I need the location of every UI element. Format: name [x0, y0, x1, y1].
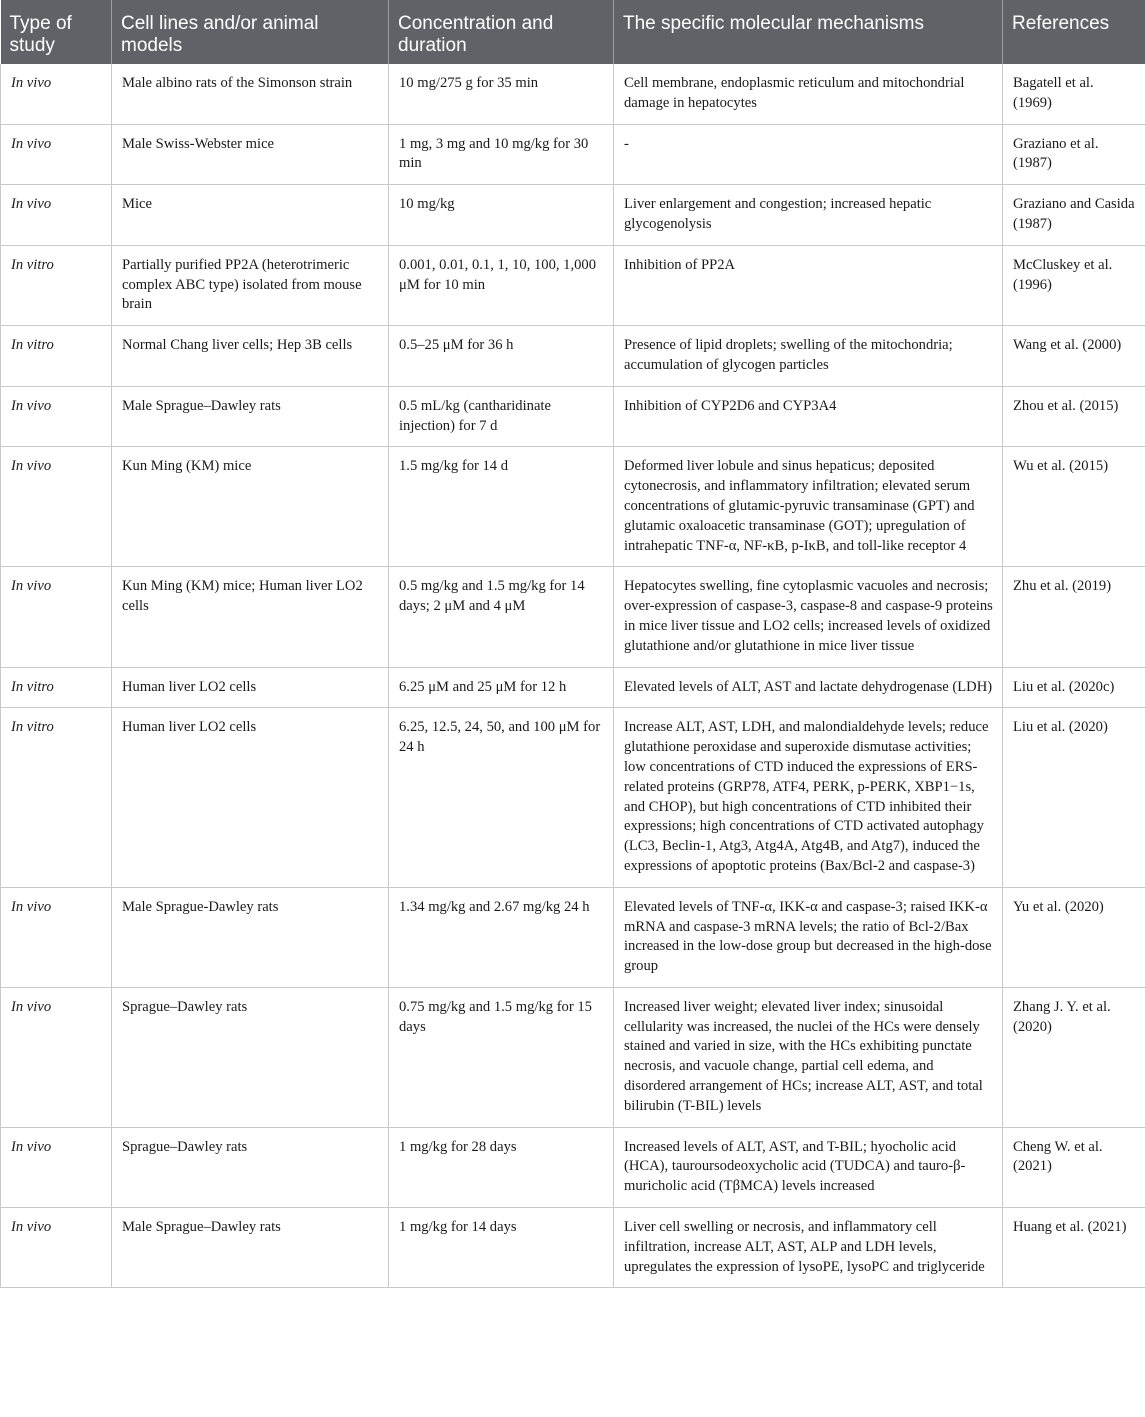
cell-models: Male Sprague–Dawley rats	[112, 386, 389, 447]
cell-type-of-study: In vivo	[1, 447, 112, 567]
cell-models: Sprague–Dawley rats	[112, 987, 389, 1127]
table-row	[1, 1208, 1145, 1288]
cell-references: Cheng W. et al. (2021)	[1003, 1127, 1145, 1207]
cell-mechanisms: -	[614, 124, 1003, 185]
cell-mechanisms: Liver cell swelling or necrosis, and inflammatory cell infiltration, increase ALT, AST, ALP and LDH levels, upregulates the expression of lysoPE, lysoPC and triglyceride	[614, 1208, 1003, 1288]
table-row	[1, 987, 1145, 1127]
cell-concentration: 1.34 mg/kg and 2.67 mg/kg 24 h	[389, 887, 614, 987]
header-models: Cell lines and/or animal models	[112, 0, 389, 64]
cell-references: Bagatell et al. (1969)	[1003, 64, 1145, 124]
cell-concentration: 0.5 mL/kg (cantharidinate injection) for 7 d	[389, 386, 614, 447]
cell-mechanisms: Increased liver weight; elevated liver index; sinusoidal cellularity was increased, the nuclei of the HCs were densely stained and varied in size, with the HCs exhibiting punctate necrosis, and vacuole change, partial cell edema, and disordered arrangement of HCs; increase ALT, AST, and total bilirubin (T-BIL) levels	[614, 987, 1003, 1127]
cell-mechanisms: Inhibition of PP2A	[614, 245, 1003, 325]
cell-references: Zhou et al. (2015)	[1003, 386, 1145, 447]
cell-concentration: 6.25, 12.5, 24, 50, and 100 μM for 24 h	[389, 708, 614, 887]
cell-type-of-study: In vivo	[1, 124, 112, 185]
cell-models: Kun Ming (KM) mice	[112, 447, 389, 567]
cell-concentration: 1 mg, 3 mg and 10 mg/kg for 30 min	[389, 124, 614, 185]
cell-models: Mice	[112, 185, 389, 246]
cell-models: Partially purified PP2A (heterotrimeric complex ABC type) isolated from mouse brain	[112, 245, 389, 325]
cell-type-of-study: In vivo	[1, 64, 112, 124]
cell-concentration: 0.5 mg/kg and 1.5 mg/kg for 14 days; 2 μM and 4 μM	[389, 567, 614, 667]
cell-concentration: 0.5–25 μM for 36 h	[389, 326, 614, 387]
table-body	[1, 64, 1145, 1288]
table-row	[1, 667, 1145, 708]
cell-type-of-study: In vitro	[1, 708, 112, 887]
cell-models: Male Swiss-Webster mice	[112, 124, 389, 185]
table-row	[1, 185, 1145, 246]
cell-concentration: 10 mg/kg	[389, 185, 614, 246]
cell-models: Male Sprague–Dawley rats	[112, 1208, 389, 1288]
cell-mechanisms: Increased levels of ALT, AST, and T-BIL; hyocholic acid (HCA), tauroursodeoxycholic acid (TUDCA) and tauro-β-muricholic acid (TβMCA) levels increased	[614, 1127, 1003, 1207]
header-references: References	[1003, 0, 1145, 64]
cell-concentration: 0.001, 0.01, 0.1, 1, 10, 100, 1,000 μM for 10 min	[389, 245, 614, 325]
table-row	[1, 1127, 1145, 1207]
cell-mechanisms: Cell membrane, endoplasmic reticulum and mitochondrial damage in hepatocytes	[614, 64, 1003, 124]
header-type-of-study: Type of study	[1, 0, 112, 64]
cell-concentration: 1 mg/kg for 14 days	[389, 1208, 614, 1288]
cell-references: Liu et al. (2020c)	[1003, 667, 1145, 708]
cell-references: Zhu et al. (2019)	[1003, 567, 1145, 667]
cell-models: Male albino rats of the Simonson strain	[112, 64, 389, 124]
cell-references: Huang et al. (2021)	[1003, 1208, 1145, 1288]
cell-type-of-study: In vivo	[1, 887, 112, 987]
cell-type-of-study: In vivo	[1, 185, 112, 246]
cell-type-of-study: In vitro	[1, 245, 112, 325]
table-row	[1, 64, 1145, 124]
cell-mechanisms: Presence of lipid droplets; swelling of the mitochondria; accumulation of glycogen particles	[614, 326, 1003, 387]
cell-mechanisms: Increase ALT, AST, LDH, and malondialdehyde levels; reduce glutathione peroxidase and superoxide dismutase activities; low concentrations of CTD induced the expressions of ERS-related proteins (GRP78, ATF4, PERK, p-PERK, XBP1−1s, and CHOP), but high concentrations of CTD inhibited their expressions; high concentrations of CTD activated autophagy (LC3, Beclin-1, Atg3, Atg4A, Atg4B, and Atg7), induced the expressions of apoptotic proteins (Bax/Bcl-2 and caspase-3)	[614, 708, 1003, 887]
table-row	[1, 708, 1145, 887]
header-mechanisms: The specific molecular mechanisms	[614, 0, 1003, 64]
cell-concentration: 1.5 mg/kg for 14 d	[389, 447, 614, 567]
cell-mechanisms: Elevated levels of ALT, AST and lactate dehydrogenase (LDH)	[614, 667, 1003, 708]
cell-mechanisms: Inhibition of CYP2D6 and CYP3A4	[614, 386, 1003, 447]
cell-concentration: 0.75 mg/kg and 1.5 mg/kg for 15 days	[389, 987, 614, 1127]
cell-mechanisms: Elevated levels of TNF-α, IKK-α and caspase-3; raised IKK-α mRNA and caspase-3 mRNA levels; the ratio of Bcl-2/Bax increased in the low-dose group but decreased in the high-dose group	[614, 887, 1003, 987]
cell-models: Male Sprague-Dawley rats	[112, 887, 389, 987]
cell-references: Graziano and Casida (1987)	[1003, 185, 1145, 246]
cell-models: Normal Chang liver cells; Hep 3B cells	[112, 326, 389, 387]
cell-mechanisms: Deformed liver lobule and sinus hepaticus; deposited cytonecrosis, and inflammatory infiltration; elevated serum concentrations of glutamic-pyruvic transaminase (GPT) and glutamic oxaloacetic transaminase (GOT); upregulation of intrahepatic TNF-α, NF-κB, p-IκB, and toll-like receptor 4	[614, 447, 1003, 567]
table-row	[1, 567, 1145, 667]
table-row	[1, 326, 1145, 387]
cell-references: Wu et al. (2015)	[1003, 447, 1145, 567]
cell-type-of-study: In vivo	[1, 987, 112, 1127]
cell-references: Zhang J. Y. et al. (2020)	[1003, 987, 1145, 1127]
cell-type-of-study: In vitro	[1, 667, 112, 708]
cell-concentration: 6.25 μM and 25 μM for 12 h	[389, 667, 614, 708]
cell-models: Human liver LO2 cells	[112, 708, 389, 887]
cell-references: McCluskey et al. (1996)	[1003, 245, 1145, 325]
cell-models: Human liver LO2 cells	[112, 667, 389, 708]
table-row	[1, 245, 1145, 325]
cell-concentration: 10 mg/275 g for 35 min	[389, 64, 614, 124]
cell-models: Sprague–Dawley rats	[112, 1127, 389, 1207]
cell-concentration: 1 mg/kg for 28 days	[389, 1127, 614, 1207]
cell-references: Yu et al. (2020)	[1003, 887, 1145, 987]
table-row	[1, 386, 1145, 447]
cell-references: Graziano et al. (1987)	[1003, 124, 1145, 185]
cell-type-of-study: In vivo	[1, 567, 112, 667]
cell-references: Wang et al. (2000)	[1003, 326, 1145, 387]
cell-models: Kun Ming (KM) mice; Human liver LO2 cells	[112, 567, 389, 667]
table-row	[1, 887, 1145, 987]
cell-type-of-study: In vitro	[1, 326, 112, 387]
cell-references: Liu et al. (2020)	[1003, 708, 1145, 887]
cell-type-of-study: In vivo	[1, 1208, 112, 1288]
table-header	[1, 0, 1145, 64]
header-row	[1, 0, 1145, 64]
cell-mechanisms: Liver enlargement and congestion; increased hepatic glycogenolysis	[614, 185, 1003, 246]
table-row	[1, 124, 1145, 185]
cell-type-of-study: In vivo	[1, 386, 112, 447]
table-row	[1, 447, 1145, 567]
header-concentration: Concentration and duration	[389, 0, 614, 64]
cell-mechanisms: Hepatocytes swelling, fine cytoplasmic vacuoles and necrosis; over-expression of caspase-3, caspase-8 and caspase-9 proteins in mice liver tissue and LO2 cells; increased levels of oxidized glutathione and/or glutathione in mice liver tissue	[614, 567, 1003, 667]
cell-type-of-study: In vivo	[1, 1127, 112, 1207]
